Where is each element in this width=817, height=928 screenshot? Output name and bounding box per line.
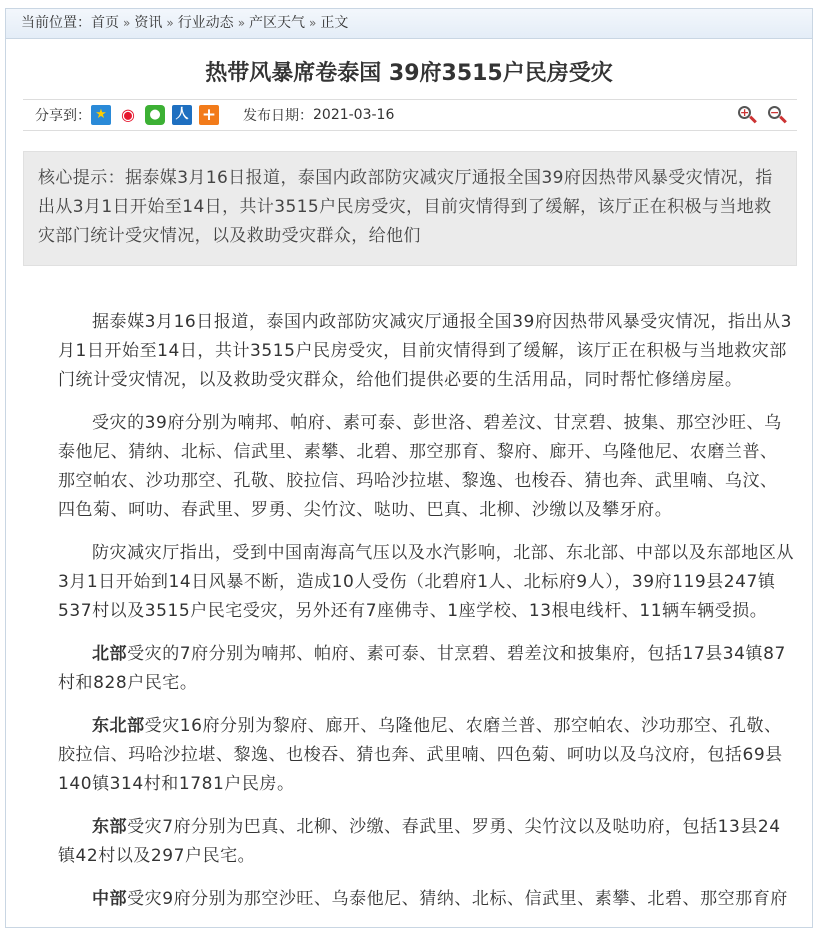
more-share-icon[interactable]: + xyxy=(199,105,219,125)
summary-box: 核心提示：据泰媒3月16日报道，泰国内政部防灾减灾厅通报全国39府因热带风暴受灾情况，指出从3月1日开始至14日，共计3515户民房受灾，目前灾情得到了缓解，该厅正在积极与当地救灾部门统计受灾情况，以及救助受灾群众，给他们 xyxy=(23,151,797,266)
paragraph: 东部受灾7府分别为巴真、北柳、沙缴、春武里、罗勇、尖竹汶以及哒叻府，包括13县24镇42村以及297户民宅。 xyxy=(58,817,781,866)
qzone-icon[interactable]: ★ xyxy=(91,105,111,125)
region-label: 中部 xyxy=(92,889,128,909)
article-title: 热带风暴席卷泰国 39府3515户民房受灾 xyxy=(205,61,613,86)
article-body xyxy=(58,308,794,914)
renren-icon[interactable]: 人 xyxy=(172,105,192,125)
share-bar xyxy=(23,99,797,131)
breadcrumb-weather[interactable]: 产区天气 xyxy=(249,15,306,31)
region-label: 东部 xyxy=(92,817,128,837)
zoom-out-icon[interactable]: − xyxy=(767,105,787,125)
breadcrumb-news[interactable]: 资讯 xyxy=(134,15,163,31)
publish-date: 2021-03-16 xyxy=(313,107,395,123)
paragraph: 东北部受灾16府分别为黎府、廊开、乌隆他尼、农磨兰普、那空帕农、沙功那空、孔敬、胶拉信、玛哈沙拉堪、黎逸、也梭吞、猜也奔、武里喃、四色菊、呵叻以及乌汶府，包括69县140镇314村和1781户民房。 xyxy=(58,716,783,794)
paragraph: 受灾的39府分别为喃邦、帕府、素可泰、彭世洛、碧差汶、甘烹碧、披集、那空沙旺、乌泰他尼、猜纳、北标、信武里、素攀、北碧、那空那育、黎府、廊开、乌隆他尼、农磨兰普、那空帕农、沙功那空、孔敬、胶拉信、玛哈沙拉堪、黎逸、也梭吞、猜也奔、武里喃、乌汶、四色菊、呵叻、春武里、罗勇、尖竹汶、哒叻、巴真、北柳、沙缴以及攀牙府。 xyxy=(58,413,782,520)
weibo-icon[interactable]: ◉ xyxy=(118,105,138,125)
article-frame xyxy=(5,8,813,928)
paragraph: 中部受灾9府分别为那空沙旺、乌泰他尼、猜纳、北标、信武里、素攀、北碧、那空那育府 xyxy=(92,889,788,909)
breadcrumb-industry[interactable]: 行业动态 xyxy=(177,15,234,31)
region-label: 北部 xyxy=(92,644,128,664)
breadcrumb-separator: » xyxy=(237,16,246,30)
breadcrumb xyxy=(6,9,812,39)
paragraph: 北部受灾的7府分别为喃邦、帕府、素可泰、甘烹碧、碧差汶和披集府，包括17县34镇87村和828户民宅。 xyxy=(58,644,786,693)
paragraph: 防灾减灾厅指出，受到中国南海高气压以及水汽影响，北部、东北部、中部以及东部地区从3月1日开始到14日风暴不断，造成10人受伤（北碧府1人、北标府9人），39府119县247镇537村以及3515户民宅受灾，另外还有7座佛寺、1座学校、13根电线杆、11辆车辆受损。 xyxy=(58,543,794,621)
breadcrumb-current: 正文 xyxy=(320,15,349,31)
wechat-icon[interactable]: ● xyxy=(145,105,165,125)
breadcrumb-label: 当前位置： xyxy=(21,15,91,31)
breadcrumb-separator: » xyxy=(166,16,174,30)
breadcrumb-separator: » xyxy=(309,16,317,30)
zoom-in-icon[interactable]: + xyxy=(737,105,757,125)
region-label: 东北部 xyxy=(92,716,145,736)
publish-date-label: 发布日期： xyxy=(243,108,313,124)
paragraph: 据泰媒3月16日报道，泰国内政部防灾减灾厅通报全国39府因热带风暴受灾情况，指出从3月1日开始至14日，共计3515户民房受灾，目前灾情得到了缓解，该厅正在积极与当地救灾部门统计受灾情况，以及救助受灾群众，给他们提供必要的生活用品，同时帮忙修缮房屋。 xyxy=(58,312,792,390)
breadcrumb-separator: » xyxy=(123,16,131,30)
breadcrumb-home[interactable]: 首页 xyxy=(91,15,119,31)
share-label: 分享到： xyxy=(35,108,91,124)
